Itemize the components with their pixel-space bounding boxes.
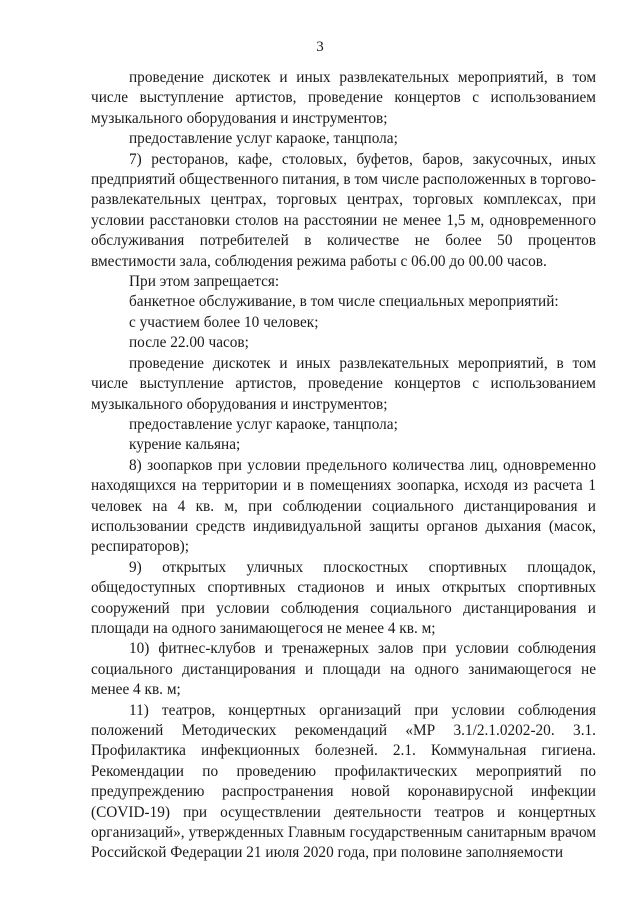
paragraph-after-22: после 22.00 часов; bbox=[129, 334, 249, 352]
paragraph-item-10-fitness: 10) фитнес-клубов и тренажерных залов при условии соблюдения социального дистанцирования и площади на одного занимающегося не менее 4 кв. м; bbox=[91, 640, 596, 699]
paragraph-item-8-zoos: 8) зоопарков при условии предельного количества лиц, одновременно находящихся на территории и в помещениях зоопарка, исходя из расчета 1 человек на 4 кв. м, при соблюдении социального дистанцирования и использовании средств индивидуальной защиты органов дыхания (масок, респираторов); bbox=[91, 456, 596, 556]
paragraph-discos-ban: проведение дискотек и иных развлекательных мероприятий, в том числе выступление артистов, проведение концертов с использованием музыкального оборудования и инструментов; bbox=[91, 69, 596, 127]
paragraph-item-9-sports-grounds: 9) открытых уличных плоскостных спортивных площадок, общедоступных спортивных стадионов и иных открытых спортивных сооружений при условии соблюдения социального дистанцирования и площади на одного занимающегося не менее 4 кв. м; bbox=[91, 558, 596, 637]
paragraph-more-than-10-people: с участием более 10 человек; bbox=[129, 313, 319, 331]
paragraph-item-11-theatres: 11) театров, концертных организаций при условии соблюдения положений Методических рекомендаций «МР 3.1/2.1.0202-20. 3.1. Профилактика инфекционных болезней. 2.1. Коммунальная гигиена. Рекомендации по проведению профилактических мероприятий по предупреждению распространения новой коронавирусной инфекции (COVID-19) при осуществлении деятельности театров и концертных организаций», утвержденных Главным государственным санитарным врачом Российской Федерации 21 июля 2020 года, при половине заполняемости bbox=[91, 701, 596, 862]
paragraph-hookah-ban: курение кальяна; bbox=[129, 436, 241, 454]
paragraph-karaoke-ban: предоставление услуг караоке, танцпола; bbox=[129, 130, 398, 148]
paragraph-prohibited-heading: При этом запрещается: bbox=[129, 273, 280, 291]
paragraph-banquet-ban: банкетное обслуживание, в том числе специальных мероприятий: bbox=[129, 293, 559, 311]
paragraph-discos-ban-2: проведение дискотек и иных развлекательных мероприятий, в том числе выступление артистов, проведение концертов с использованием музыкального оборудования и инструментов; bbox=[91, 354, 596, 413]
paragraph-item-7-restaurants: 7) ресторанов, кафе, столовых, буфетов, баров, закусочных, иных предприятий общественного питания, в том числе расположенных в торгово-развлекательных центрах, торговых центрах, торговых комплексах, при условии расстановки столов на расстоянии не менее 1,5 м, одновременного обслуживания потребителей в количестве не более 50 процентов вместимости зала, соблюдения режима работы с 06.00 до 00.00 часов. bbox=[91, 150, 596, 270]
paragraph-karaoke-ban-2: предоставление услуг караоке, танцпола; bbox=[129, 415, 398, 433]
document-body bbox=[91, 68, 596, 864]
page-number: 3 bbox=[316, 39, 324, 55]
